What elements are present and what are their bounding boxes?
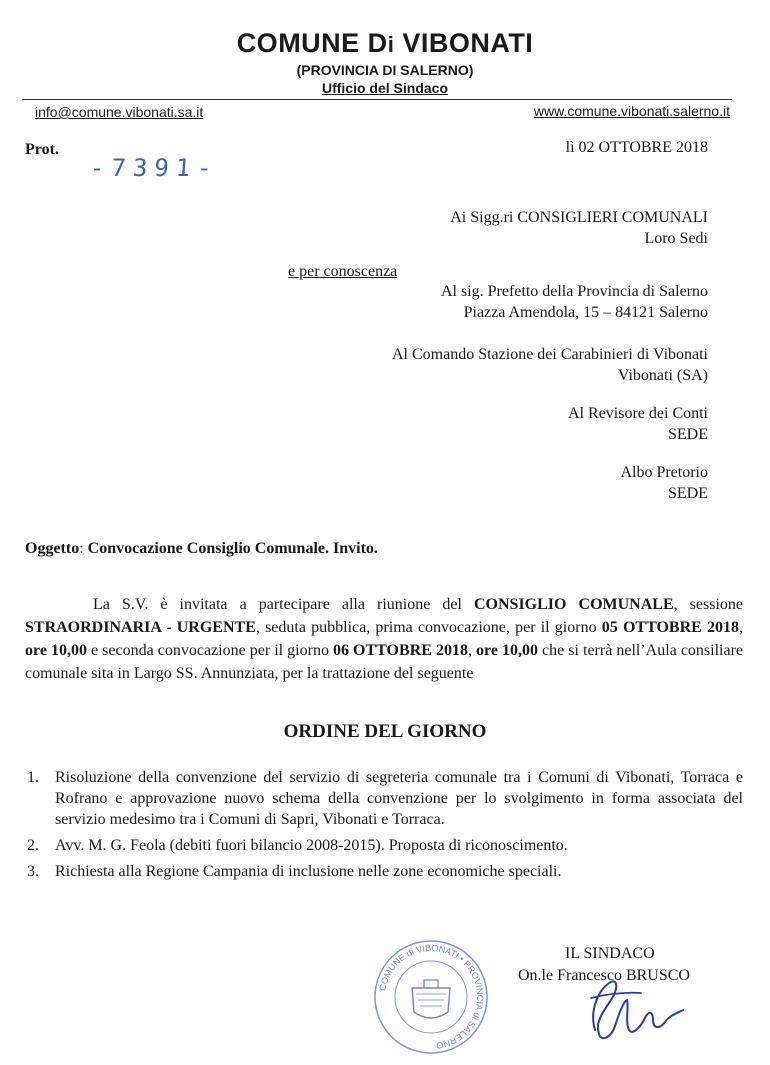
recipient-block — [392, 344, 708, 386]
subject-colon: : — [79, 540, 88, 557]
recipient-line: Al sig. Prefetto della Provincia di Salerno — [440, 283, 708, 300]
body-text: La S.V. è invitata a partecipare alla riunione del — [93, 596, 474, 613]
body-text: , — [467, 642, 477, 659]
recipient-line: Piazza Amendola, 15 – 84121 Salerno — [463, 304, 708, 321]
letter-date: lì 02 OTTOBRE 2018 — [565, 139, 708, 156]
recipient-line: Al Comando Stazione dei Carabinieri di Vibonati — [391, 346, 708, 363]
stamp-inner-ring — [395, 961, 467, 1033]
recipient-line: Ai Sigg.ri CONSIGLIERI COMUNALI — [450, 209, 708, 226]
subject-label: Oggetto — [25, 540, 80, 557]
agenda-item — [25, 835, 743, 856]
body-text: , sessione — [673, 596, 744, 613]
recipient-line: Loro Sedi — [644, 230, 708, 247]
body-bold: ore 10,00 — [25, 642, 87, 659]
subject-text: Convocazione Consiglio Comunale. Invito. — [87, 540, 378, 557]
mayor-title: IL SINDACO — [565, 945, 655, 962]
body-text: e seconda convocazione per il giorno — [86, 642, 333, 659]
agenda-list — [25, 767, 743, 887]
body-paragraph — [25, 593, 743, 685]
office-label: Ufficio del Sindaco — [321, 80, 448, 96]
website-link[interactable]: www.comune.vibonati.salerno.it — [533, 103, 730, 119]
agenda-item-number: 1. — [27, 769, 39, 786]
agenda-item-text: Richiesta alla Regione Campania di inclusione nelle zone economiche speciali. — [55, 863, 562, 880]
recipient-block — [450, 207, 708, 249]
recipient-line: Albo Pretorio — [620, 464, 708, 481]
body-text: che si terrà nell’Aula consiliare comunale sita in Largo SS. Annunziata, per la trattazione del seguente — [25, 642, 744, 682]
stamp-outer-ring — [375, 941, 487, 1053]
subject-line — [25, 540, 378, 558]
agenda-item — [25, 861, 743, 882]
recipient-line: Vibonati (SA) — [617, 367, 708, 384]
agenda-item-number: 2. — [27, 837, 39, 854]
body-text: , — [739, 619, 743, 636]
body-bold: 05 OTTOBRE 2018 — [601, 619, 739, 636]
handwritten-signature — [565, 960, 705, 1050]
agenda-item-number: 3. — [27, 863, 39, 880]
title-part: COMUNE D — [236, 28, 388, 58]
body-text: , seduta pubblica, prima convocazione, per il giorno — [255, 619, 602, 636]
title-part-name: VIBONATI — [394, 28, 534, 58]
province-label: (PROVINCIA DI SALERNO) — [296, 62, 474, 78]
agenda-item — [25, 767, 743, 830]
recipient-line: Al Revisore dei Conti — [568, 405, 708, 422]
header-divider — [22, 99, 732, 100]
signature-stroke — [593, 981, 683, 1038]
title-part-small-i: i — [387, 32, 395, 57]
municipality-title — [0, 28, 770, 59]
recipient-block — [568, 403, 708, 445]
mayor-name: On.le Francesco BRUSCO — [518, 967, 690, 984]
body-bold: STRAORDINARIA - URGENTE — [25, 619, 256, 636]
stamp-text-path: COMUNE di VIBONATI • PROVINCIA di SALERNO — [377, 942, 486, 1051]
recipient-block — [441, 281, 708, 323]
agenda-title: ORDINE DEL GIORNO — [283, 721, 487, 742]
recipient-line: SEDE — [668, 426, 708, 443]
recipient-line: SEDE — [668, 485, 708, 502]
body-bold: CONSIGLIO COMUNALE — [473, 596, 674, 613]
body-bold: ore 10,00 — [476, 642, 538, 659]
cc-label: e per conoscenza — [288, 263, 398, 280]
email-link[interactable]: info@comune.vibonati.sa.it — [35, 104, 204, 120]
municipal-stamp — [372, 938, 490, 1056]
stamp-crest-shield — [412, 988, 450, 1018]
body-bold: 06 OTTOBRE 2018 — [333, 642, 468, 659]
stamp-ring-text — [377, 943, 485, 1051]
stamp-crest-lines — [416, 994, 446, 1006]
protocol-number-stamp: -7391- — [89, 154, 220, 182]
stamp-crest-crown — [424, 980, 438, 988]
protocol-label: Prot. — [25, 141, 59, 158]
agenda-item-text: Risoluzione della convenzione del servizio di segreteria comunale tra i Comuni di Vibonati, Torraca e Rofrano e approvazione nuovo schema della convenzione per lo svolgimento in forma associata del servizio medesimo tra i Comuni di Sapri, Vibonati e Torraca. — [55, 769, 743, 828]
agenda-item-text: Avv. M. G. Feola (debiti fuori bilancio 2008-2015). Proposta di riconoscimento. — [55, 837, 568, 854]
recipient-block — [620, 462, 708, 504]
